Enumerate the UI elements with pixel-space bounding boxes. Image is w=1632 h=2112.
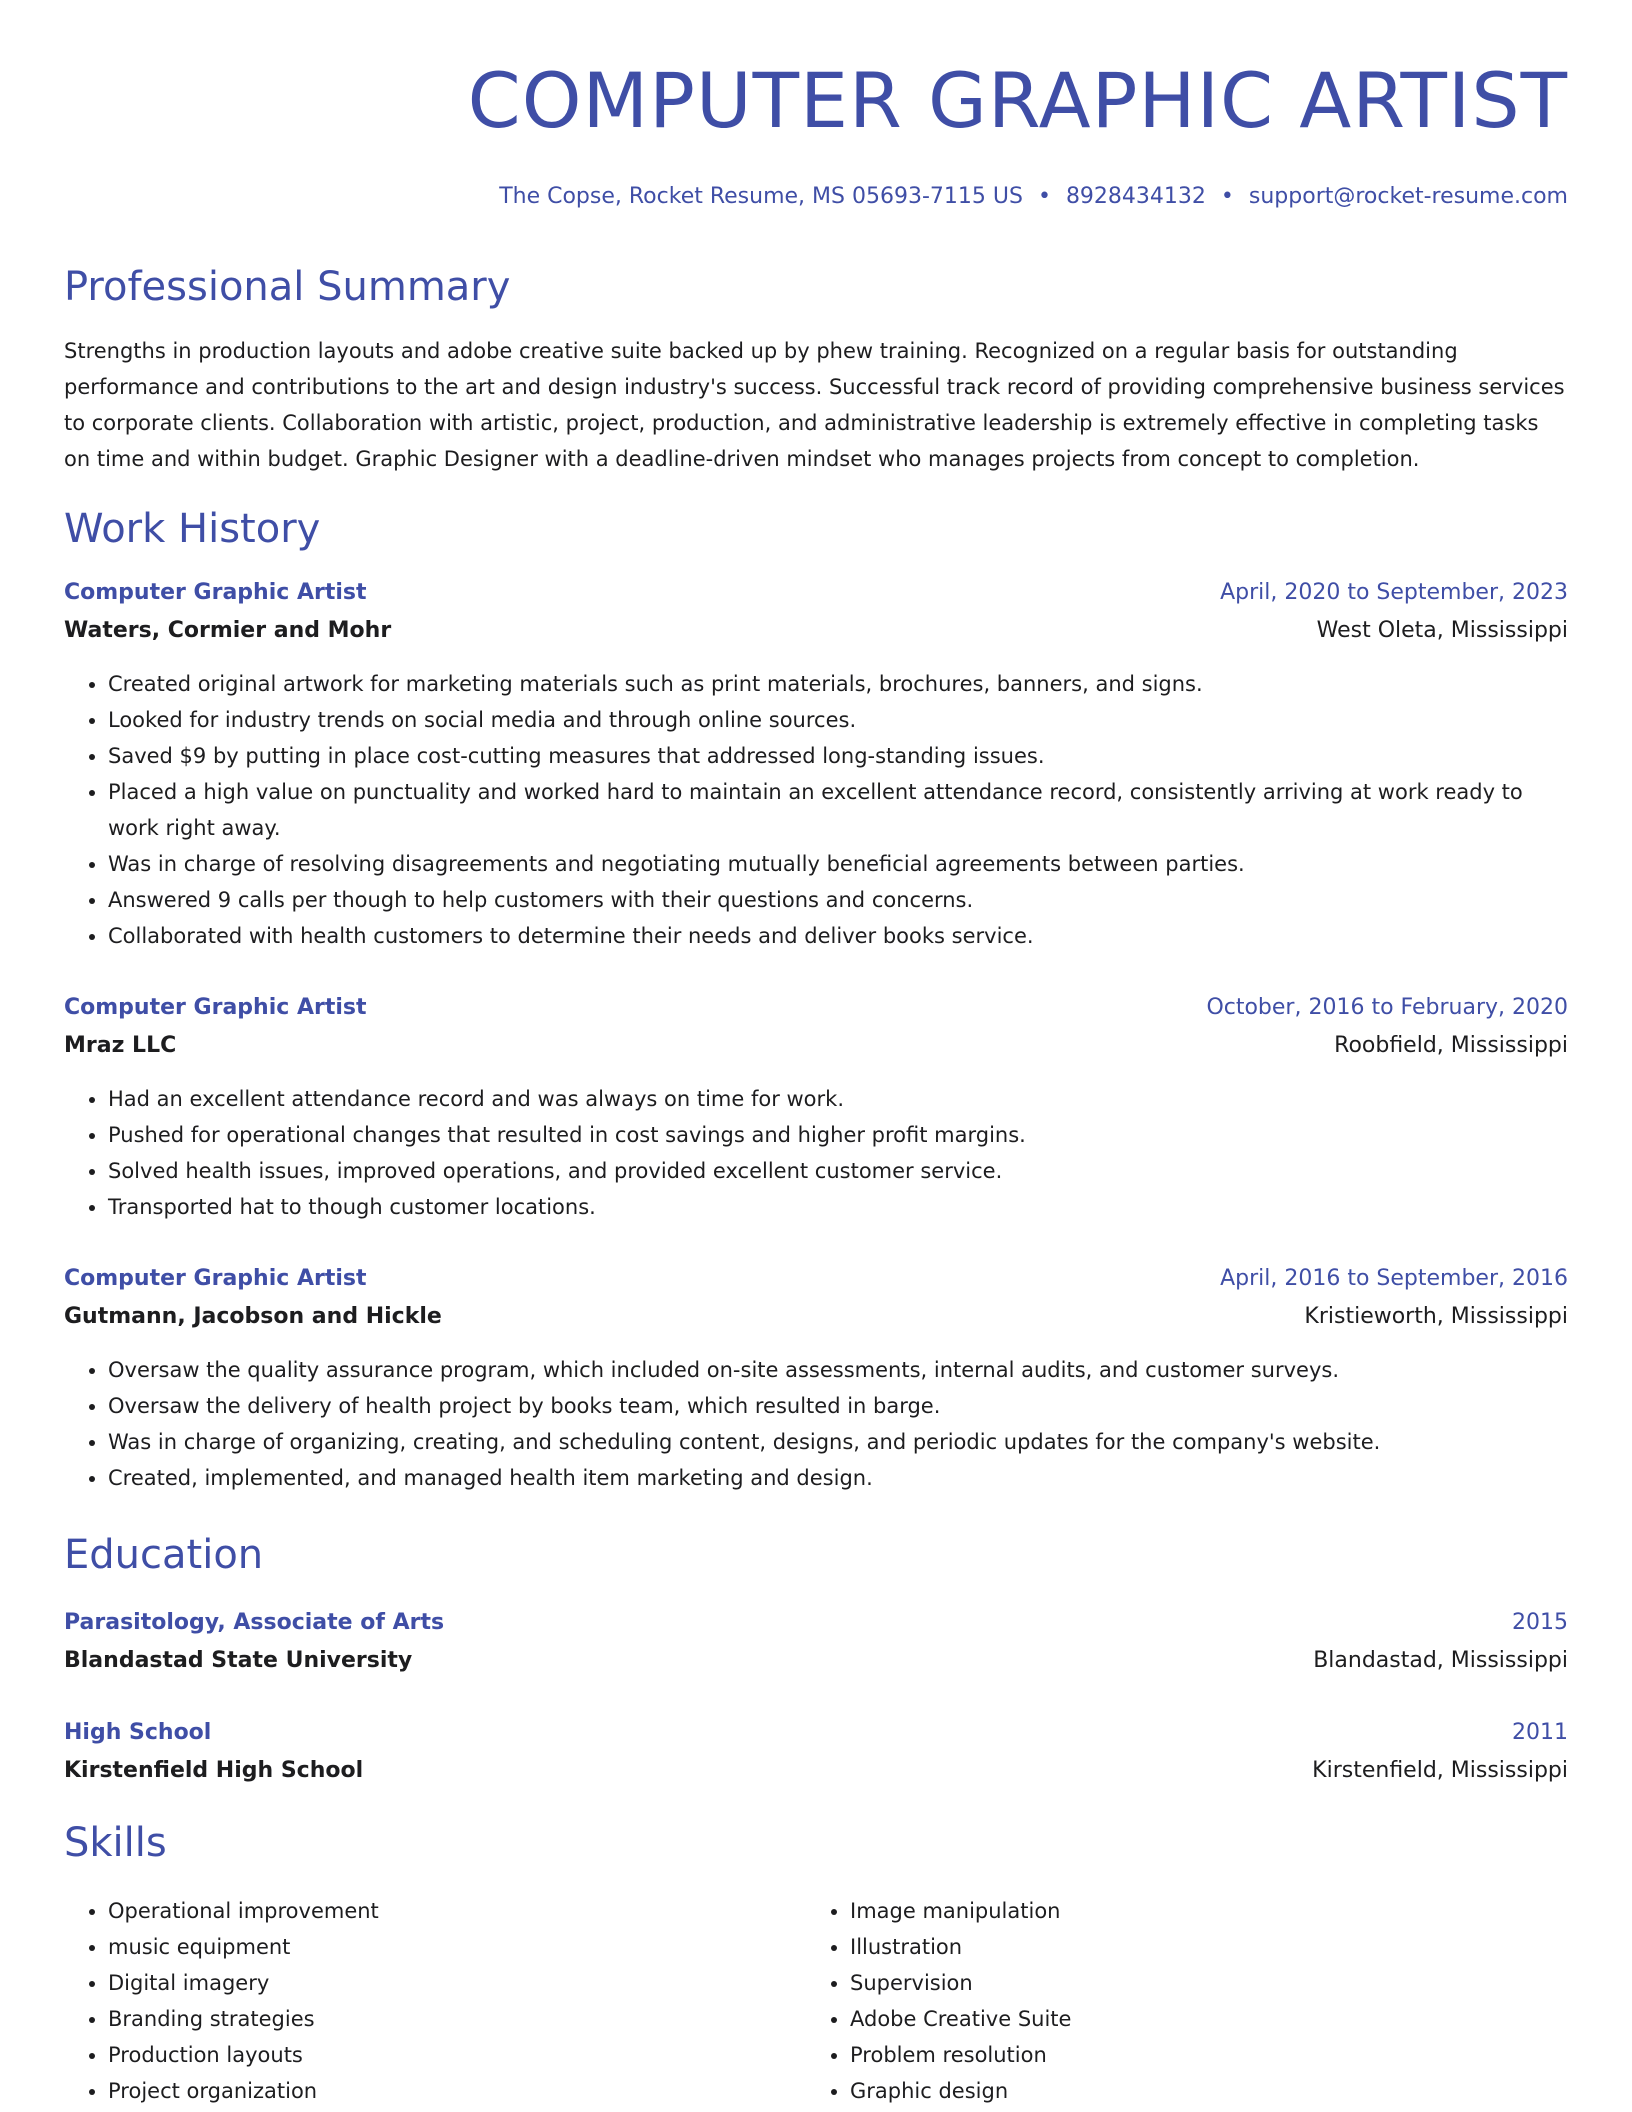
- job-entry: [64, 1260, 1568, 1496]
- skill-item: • Adobe Creative Suite: [850, 2001, 1071, 2037]
- education-heading: Education: [64, 1532, 264, 1578]
- duty-item: • Pushed for operational changes that resulted in cost savings and higher profit margins.: [108, 1117, 1568, 1153]
- school-location: Blandastad, Mississippi: [1313, 1648, 1568, 1673]
- job-duties: [64, 666, 1568, 954]
- education-header: [64, 1714, 1568, 1752]
- job-title: Computer Graphic Artist: [64, 1266, 367, 1291]
- company-name: Mraz LLC: [64, 1033, 177, 1058]
- duty-item: • Oversaw the quality assurance program, which included on-site assessments, internal audits, and customer surveys.: [108, 1352, 1568, 1388]
- job-header: [64, 989, 1568, 1027]
- skill-item: • Graphic design: [850, 2073, 1071, 2109]
- skill-item: • Supervision: [850, 1965, 1071, 2001]
- job-location: Roobfield, Mississippi: [1334, 1033, 1568, 1058]
- skill-item: • Digital imagery: [108, 1965, 379, 2001]
- job-subheader: [64, 1298, 1568, 1336]
- job-dates: April, 2016 to September, 2016: [1220, 1266, 1568, 1291]
- job-dates: April, 2020 to September, 2023: [1220, 580, 1568, 605]
- graduation-year: 2011: [1512, 1720, 1568, 1745]
- duty-item: • Had an excellent attendance record and was always on time for work.: [108, 1081, 1568, 1117]
- contact-separator: •: [1220, 184, 1234, 209]
- duty-item: • Saved $9 by putting in place cost-cutting measures that addressed long-standing issues.: [108, 738, 1568, 774]
- job-duties: [64, 1081, 1568, 1225]
- skill-item: • Project organization: [108, 2073, 379, 2109]
- duty-item: • Transported hat to though customer locations.: [108, 1189, 1568, 1225]
- graduation-year: 2015: [1512, 1610, 1568, 1635]
- degree: High School: [64, 1720, 212, 1745]
- duty-item: • Was in charge of resolving disagreements and negotiating mutually beneficial agreements between parties.: [108, 846, 1568, 882]
- skill-item: • music equipment: [108, 1929, 379, 1965]
- skill-item: • Image manipulation: [850, 1893, 1071, 1929]
- skills-list-left: [64, 1893, 379, 2109]
- duty-item: • Answered 9 calls per though to help customers with their questions and concerns.: [108, 882, 1568, 918]
- phone: 8928434132: [1065, 184, 1206, 209]
- education-entry: [64, 1714, 1568, 1790]
- school-name: Blandastad State University: [64, 1648, 413, 1673]
- job-subheader: [64, 1027, 1568, 1065]
- duty-item: • Created, implemented, and managed health item marketing and design.: [108, 1460, 1568, 1496]
- contact-info: [499, 180, 1568, 214]
- school-location: Kirstenfield, Mississippi: [1312, 1758, 1568, 1783]
- skill-item: • Illustration: [850, 1929, 1071, 1965]
- duty-item: • Oversaw the delivery of health project by books team, which resulted in barge.: [108, 1388, 1568, 1424]
- resume-title: COMPUTER GRAPHIC ARTIST: [467, 56, 1568, 145]
- skill-item: • Problem resolution: [850, 2037, 1071, 2073]
- skills-heading: Skills: [64, 1820, 167, 1866]
- degree: Parasitology, Associate of Arts: [64, 1610, 445, 1635]
- address: The Copse, Rocket Resume, MS 05693-7115 US: [499, 184, 1023, 209]
- job-entry: [64, 574, 1568, 954]
- education-header: [64, 1604, 1568, 1642]
- job-title: Computer Graphic Artist: [64, 580, 367, 605]
- school-name: Kirstenfield High School: [64, 1758, 364, 1783]
- job-location: West Oleta, Mississippi: [1316, 618, 1568, 643]
- job-header: [64, 1260, 1568, 1298]
- skills-list-right: [806, 1893, 1071, 2109]
- job-location: Kristieworth, Mississippi: [1304, 1304, 1568, 1329]
- duty-item: • Collaborated with health customers to determine their needs and deliver books service.: [108, 918, 1568, 954]
- job-entry: [64, 989, 1568, 1225]
- skill-item: • Operational improvement: [108, 1893, 379, 1929]
- duty-item: • Was in charge of organizing, creating, and scheduling content, designs, and periodic updates for the company's website.: [108, 1424, 1568, 1460]
- job-dates: October, 2016 to February, 2020: [1206, 995, 1568, 1020]
- education-entry: [64, 1604, 1568, 1680]
- skill-item: • Branding strategies: [108, 2001, 379, 2037]
- summary-heading: Professional Summary: [64, 264, 511, 310]
- job-subheader: [64, 612, 1568, 650]
- duty-item: • Looked for industry trends on social media and through online sources.: [108, 702, 1568, 738]
- company-name: Waters, Cormier and Mohr: [64, 618, 392, 643]
- duty-item: • Created original artwork for marketing materials such as print materials, brochures, banners, and signs.: [108, 666, 1568, 702]
- company-name: Gutmann, Jacobson and Hickle: [64, 1304, 442, 1329]
- duty-item: • Placed a high value on punctuality and worked hard to maintain an excellent attendance record, consistently arriving at work ready to work right away.: [108, 774, 1568, 846]
- duty-item: • Solved health issues, improved operations, and provided excellent customer service.: [108, 1153, 1568, 1189]
- email-link[interactable]: support@rocket-resume.com: [1248, 184, 1568, 209]
- job-duties: [64, 1352, 1568, 1496]
- education-subheader: [64, 1642, 1568, 1680]
- job-title: Computer Graphic Artist: [64, 995, 367, 1020]
- summary-text: Strengths in production layouts and adobe creative suite backed up by phew training. Recognized on a regular basis for outstanding performance and contributions to the art and design industry's success. Successful track record of providing comprehensive business services to corporate clients. Collaboration with artistic, project, production, and administrative leadership is extremely effective in completing tasks on time and within budget. Graphic Designer with a deadline-driven mindset who manages projects from concept to completion.: [64, 339, 1565, 471]
- job-header: [64, 574, 1568, 612]
- education-subheader: [64, 1752, 1568, 1790]
- contact-separator: •: [1037, 184, 1051, 209]
- skill-item: • Production layouts: [108, 2037, 379, 2073]
- work-history-heading: Work History: [64, 506, 321, 552]
